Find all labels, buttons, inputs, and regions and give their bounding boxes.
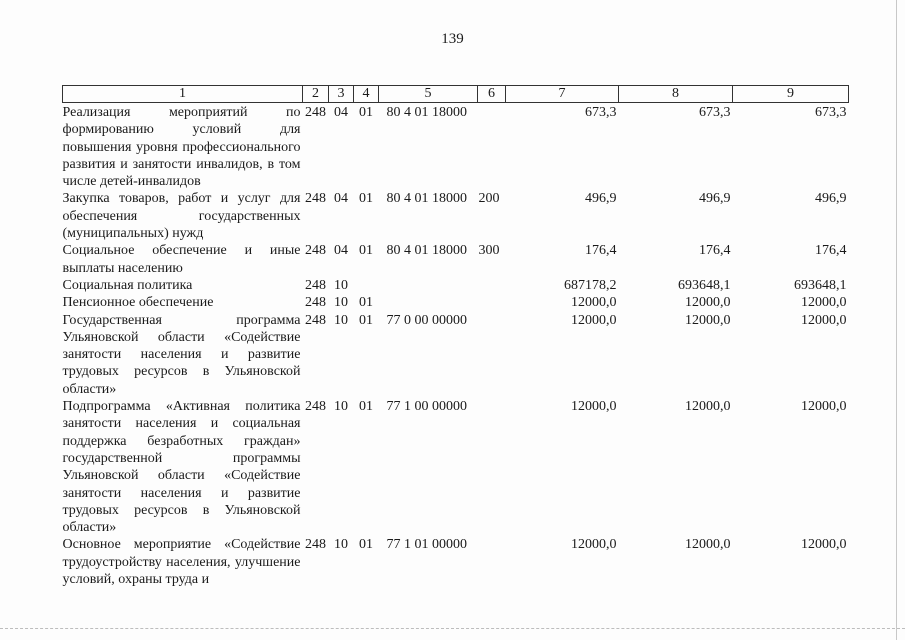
row-col-2: 248: [305, 312, 326, 328]
row-name: Основное мероприятие «Содействие трудоустройству населения, улучшение условий, охраны труда и: [62, 537, 301, 588]
row-col-8: 12000,0: [685, 537, 731, 553]
row-col-5: [379, 277, 478, 294]
row-col-3: 04: [334, 243, 348, 259]
row-col-7: 687178,2: [564, 277, 617, 293]
row-col-8: 496,9: [699, 191, 731, 207]
row-name: Закупка товаров, работ и услуг для обеспечения государственных (муниципальных) нужд: [62, 191, 301, 242]
row-col-9: 693648,1: [794, 277, 847, 293]
row-col-5: 80 4 01 18000: [386, 105, 467, 120]
row-col-7: 496,9: [585, 191, 617, 207]
row-col-5: 80 4 01 18000: [386, 191, 467, 207]
row-col-5: 77 1 00 00000: [386, 399, 467, 415]
row-col-3: 04: [334, 191, 348, 207]
row-col-3: 10: [334, 312, 348, 328]
row-col-7: 12000,0: [571, 399, 617, 415]
row-col-3: 10: [334, 295, 348, 311]
row-name: Государственная программа Ульяновской области «Содействие занятости населения и развитие трудовых ресурсов в Ульяновской области»: [62, 312, 301, 397]
row-col-8: 12000,0: [685, 295, 731, 311]
row-col-9: 496,9: [815, 191, 847, 207]
row-col-2: 248: [305, 295, 326, 311]
row-col-5: 77 1 01 00000: [386, 537, 467, 553]
row-col-9: 176,4: [815, 243, 847, 259]
header-row: [63, 86, 849, 103]
table-row: [63, 103, 849, 191]
row-col-8: 673,3: [699, 105, 731, 120]
table-row: [63, 294, 849, 311]
row-col-7: 12000,0: [571, 537, 617, 553]
page-number: 139: [441, 31, 464, 47]
row-col-2: 248: [305, 191, 326, 207]
row-col-6: [478, 103, 506, 191]
row-col-4: [354, 277, 379, 294]
row-col-2: 248: [305, 277, 326, 293]
row-col-9: 673,3: [815, 105, 847, 120]
row-col-4: 01: [359, 399, 373, 415]
header-col-3: 3: [329, 86, 354, 103]
row-col-6: [478, 294, 506, 311]
table-row: [63, 398, 849, 536]
header-col-1: 1: [63, 86, 303, 103]
row-col-4: 01: [359, 312, 373, 328]
header-col-8: 8: [619, 86, 733, 103]
row-col-3: 10: [334, 399, 348, 415]
row-name: Пенсионное обеспечение: [62, 295, 214, 311]
row-col-3: 04: [334, 105, 348, 120]
row-col-5: 80 4 01 18000: [386, 243, 467, 259]
row-col-6: [478, 277, 506, 294]
row-col-4: 01: [359, 191, 373, 207]
row-col-8: 176,4: [699, 243, 731, 259]
row-col-7: 12000,0: [571, 312, 617, 328]
row-col-3: 10: [334, 537, 348, 553]
page-edge-right: [896, 0, 897, 640]
row-col-7: 176,4: [585, 243, 617, 259]
table-row: [63, 190, 849, 242]
table-row: [63, 536, 849, 588]
row-col-9: 12000,0: [801, 312, 847, 328]
row-col-7: 12000,0: [571, 295, 617, 311]
row-col-9: 12000,0: [801, 295, 847, 311]
row-name: Социальное обеспечение и иные выплаты населению: [62, 243, 301, 276]
row-name: Реализация мероприятий по формированию условий для повышения уровня профессионального развития и занятости инвалидов, в том числе детей-инвалидов: [62, 105, 301, 190]
row-col-6: 200: [478, 191, 500, 207]
row-col-8: 693648,1: [678, 277, 731, 293]
header-col-5: 5: [379, 86, 478, 103]
table-row: [63, 312, 849, 398]
table-row: [63, 277, 849, 294]
row-col-4: 01: [359, 295, 373, 311]
row-name: Подпрограмма «Активная политика занятости населения и социальная поддержка безработных граждан» государственной программы Ульяновской области «Содействие занятости населения и развитие трудовых ресурсов в Ульяновской области»: [62, 399, 301, 536]
header-col-6: 6: [478, 86, 506, 103]
row-col-3: 10: [334, 277, 348, 293]
header-col-7: 7: [506, 86, 619, 103]
row-col-4: 01: [359, 537, 373, 553]
budget-table: [62, 85, 849, 588]
row-col-2: 248: [305, 399, 326, 415]
header-col-9: 9: [733, 86, 849, 103]
row-col-4: 01: [359, 243, 373, 259]
row-col-6: [478, 398, 506, 536]
row-col-7: 673,3: [585, 105, 617, 120]
row-col-9: 12000,0: [801, 399, 847, 415]
row-col-8: 12000,0: [685, 399, 731, 415]
row-col-4: 01: [359, 105, 373, 120]
row-col-5: 77 0 00 00000: [386, 312, 467, 328]
row-col-8: 12000,0: [685, 312, 731, 328]
row-col-6: [478, 536, 506, 588]
row-col-9: 12000,0: [801, 537, 847, 553]
page-edge-bottom: [0, 628, 905, 629]
row-col-5: [379, 294, 478, 311]
row-col-6: 300: [478, 243, 500, 259]
header-col-2: 2: [303, 86, 329, 103]
table-row: [63, 242, 849, 277]
header-col-4: 4: [354, 86, 379, 103]
row-col-2: 248: [305, 537, 326, 553]
row-name: Социальная политика: [62, 277, 193, 293]
row-col-6: [478, 312, 506, 398]
row-col-2: 248: [305, 105, 326, 120]
row-col-2: 248: [305, 243, 326, 259]
